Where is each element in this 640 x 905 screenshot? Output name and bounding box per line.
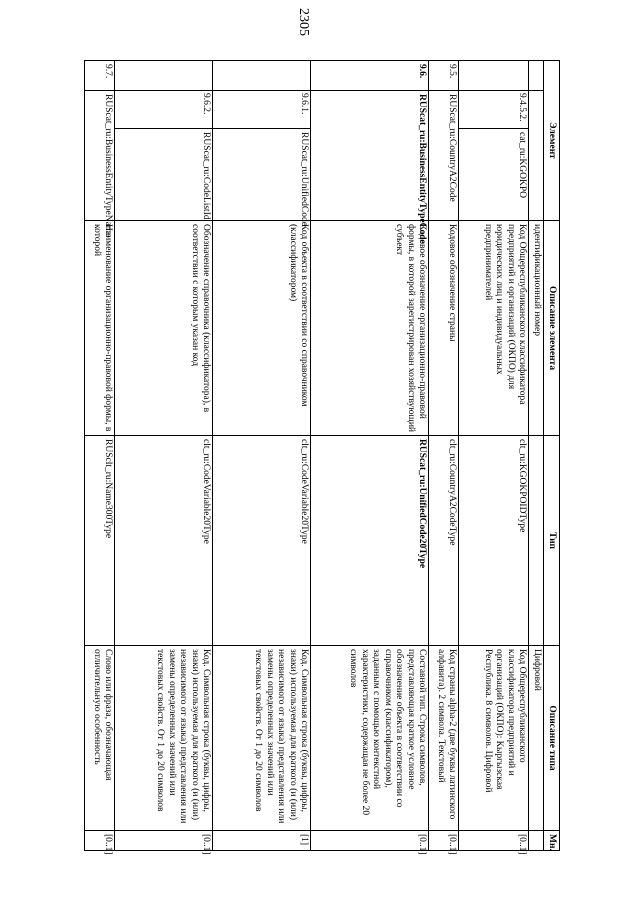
row-description: Обозначение справочника (классификатора), в соответствии с которым указан код — [115, 221, 213, 436]
row-subnumber: 9.4.5.2. — [459, 91, 529, 129]
row-multiplicity: [0..1] — [311, 831, 429, 851]
header-description: Описание элемента — [544, 221, 560, 436]
row-number — [529, 61, 544, 91]
row-multiplicity: [0..1] — [429, 831, 459, 851]
row-type: clt_ru:CountryA2CodeType — [429, 436, 459, 646]
row-type-description: Код. Символьная строка (буквы, цифры, знаки) используемая для краткого (и (или) независимого от языка) представления или замены определенных значений или текстовых свойств. От 1 до 20 символов — [213, 646, 311, 831]
row-type-description: Цифровой — [529, 646, 544, 831]
row-type-description: Составной тип. Строка символов, представляющая краткое условное обозначение объекта в соответствии со справочником (классификатором), заданным с помощью контекстной характеристики, содержащая не более 20 символов — [311, 646, 429, 831]
header-element: Элемент — [544, 61, 560, 221]
row-type-description: Код страны alpha-2 (две буквы латинского алфавита). 2 символа. Текстовый — [429, 646, 459, 831]
row-number — [213, 61, 311, 91]
header-type: Тип — [544, 436, 560, 646]
row-multiplicity — [529, 831, 544, 851]
row-description: Кодовое обозначение страны — [429, 221, 459, 436]
row-name: cat_ru:KGOKPO — [459, 129, 529, 221]
row-name: RUScat_ru:CountryA2Code — [429, 91, 459, 221]
table-row — [115, 61, 213, 851]
header-type-description: Описание типа — [544, 646, 560, 831]
header-multiplicity: Мн. — [544, 831, 560, 851]
row-multiplicity: [0..1] — [459, 831, 529, 851]
row-name: RUScat_ru:BusinessEntityTypeName — [85, 91, 115, 221]
row-type: RUSclt_ru:Name300Type — [85, 436, 115, 646]
row-description: Наименование организационно-правовой формы, в которой — [85, 221, 115, 436]
row-name: RUScat_ru:BusinessEntityTypeCode — [311, 91, 429, 221]
row-type-description: Код Общереспубликанского классификатора предприятий и организаций (ОКПО): Кыргызская Республика. 8 символов. Цифровой — [459, 646, 529, 831]
row-description: Кодовое обозначение организационно-правовой формы, в которой зарегистрирован хозяйствующий субъект — [311, 221, 429, 436]
table-row — [85, 61, 115, 851]
row-name: RUScat_ru:CodeListId — [115, 129, 213, 221]
table-row — [213, 61, 311, 851]
table-header-row — [544, 61, 560, 851]
row-subnumber: 9.6.2. — [115, 91, 213, 129]
row-type: RUScat_ru:UnifiedCode20Type — [311, 436, 429, 646]
row-number — [115, 61, 213, 91]
row-number — [459, 61, 529, 91]
table-row — [459, 61, 529, 851]
row-type — [529, 436, 544, 646]
row-multiplicity: [1] — [213, 831, 311, 851]
row-number: 9.5. — [429, 61, 459, 91]
row-type: clt_ru:CodeVariable20Type — [213, 436, 311, 646]
row-multiplicity: [0..1] — [115, 831, 213, 851]
row-type-description: Код. Символьная строка (буквы, цифры, знаки) используемая для краткого (и (или) независимого от языка) представления или замены определенных значений или текстовых свойств. От 1 до 20 символов — [115, 646, 213, 831]
table-row — [529, 61, 544, 851]
row-name: RUScat_ru:UnifiedCode — [213, 129, 311, 221]
row-multiplicity: [0..1] — [85, 831, 115, 851]
elements-table — [85, 60, 561, 855]
row-subnumber: 9.6.1. — [213, 91, 311, 129]
row-type-description: Слово или фраза, обозначающая отличительную особенность — [85, 646, 115, 831]
row-name — [529, 91, 544, 221]
row-description: Код объекта в соответствии со справочником (классификатором) — [213, 221, 311, 436]
page-number: 2305 — [296, 8, 311, 36]
row-type: clt_ru:CodeVariable20Type — [115, 436, 213, 646]
row-description: Код Общереспубликанского классификатора предприятий и организаций (ОКПО) для юридических лиц и индивидуальных предпринимателей — [459, 221, 529, 436]
row-description: идентификационный номер — [529, 221, 544, 436]
table-row — [311, 61, 429, 851]
rotated-table-page — [90, 60, 560, 855]
row-number: 9.6. — [311, 61, 429, 91]
row-type: clt_ru:KGOKPOIDType — [459, 436, 529, 646]
row-number: 9.7. — [85, 61, 115, 91]
table-row — [429, 61, 459, 851]
